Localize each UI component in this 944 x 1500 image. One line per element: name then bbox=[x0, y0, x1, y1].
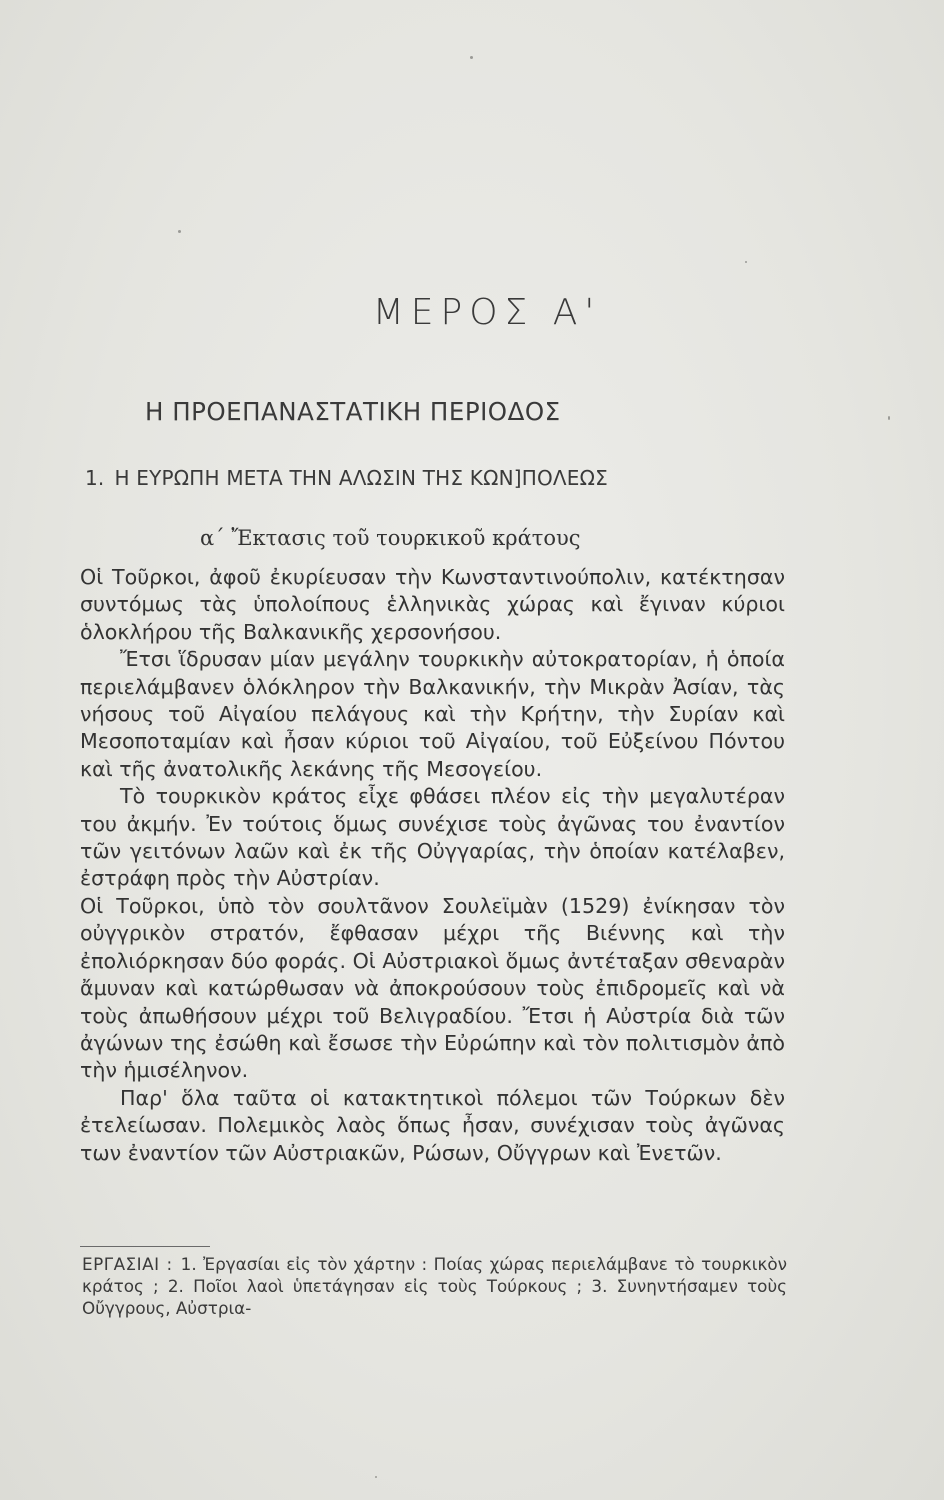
paragraph: Οἱ Τοῦρκοι, ἀφοῦ ἐκυρίευσαν τὴν Κωνσταντινούπολιν, κατέκτησαν συντόμως τὰς ὑπολοίπους ἑλληνικὰς χώρας καὶ ἔγιναν κύριοι ὁλοκλήρου τῆς Βαλκανικῆς χερσονήσου. bbox=[80, 565, 785, 644]
part-title: ΜΕΡΟΣ Α' bbox=[372, 292, 602, 333]
paper-speck bbox=[178, 230, 181, 233]
section-title: α΄ Ἔκτασις τοῦ τουρκικοῦ κράτους bbox=[200, 526, 581, 550]
paragraph: Τὸ τουρκικὸν κράτος εἶχε φθάσει πλέον εἰς τὴν μεγαλυτέραν του ἀκμήν. Ἐν τούτοις ὅμως συνέχισε τοὺς ἀγῶνας του ἐναντίον τῶν γειτόνων λαῶν καὶ ἐκ τῆς Οὐγγαρίας, τὴν ὁποίαν κατέλαβεν, ἐστράφη πρὸς τὴν Αὐστρίαν. bbox=[80, 784, 785, 891]
footnote bbox=[82, 1253, 787, 1319]
paper-speck bbox=[888, 416, 890, 420]
chapter-number: 1. bbox=[85, 466, 105, 490]
paper-speck bbox=[375, 1476, 377, 1478]
chapter-heading bbox=[85, 466, 608, 490]
paper-speck bbox=[745, 261, 747, 263]
paragraph: Παρ' ὅλα ταῦτα οἱ κατακτητικοὶ πόλεμοι τῶν Τούρκων δὲν ἐτελείωσαν. Πολεμικὸς λαὸς ὅπως ἦσαν, συνέχισαν τοὺς ἀγῶνας των ἐναντίον τῶν Αὐστριακῶν, Ρώσων, Οὔγγρων καὶ Ἐνετῶν. bbox=[80, 1085, 785, 1165]
body-text bbox=[80, 564, 785, 1167]
footnote-text: 1. Ἐργασίαι εἰς τὸν χάρτην : Ποίας χώρας περιελάμβανε τὸ τουρκικὸν κράτος ; 2. Ποῖοι λαοὶ ὑπετάγησαν εἰς τοὺς Τούρκους ; 3. Συνηντήσαμεν τοὺς Οὔγγρους, Αὐστρια- bbox=[82, 1254, 787, 1318]
paragraph: Οἱ Τοῦρκοι, ὑπὸ τὸν σουλτᾶνον Σουλεϊμὰν (1529) ἐνίκησαν τὸν οὐγγρικὸν στρατόν, ἔφθασαν μέχρι τῆς Βιέννης καὶ τὴν ἐπολιόρκησαν δύο φοράς. Οἱ Αὐστριακοὶ ὅμως ἀντέταξαν σθεναρὰν ἄμυναν καὶ κατώρθωσαν νὰ ἀποκρούσουν τοὺς ἐπιδρομεῖς καὶ νὰ τοὺς ἀπωθήσουν μέχρι τοῦ Βελιγραδίου. Ἔτσι ἡ Αὐστρία διὰ τῶν ἀγώνων της ἐσώθη καὶ ἔσωσε τὴν Εὐρώπην καὶ τὸν πολιτισμὸν ἀπὸ τὴν ἡμισέληνον. bbox=[80, 893, 785, 1083]
paragraph: Ἔτσι ἵδρυσαν μίαν μεγάλην τουρκικὴν αὐτοκρατορίαν, ἡ ὁποία περιελάμβανεν ὁλόκληρον τὴν Βαλκανικήν, τὴν Μικρὰν Ἀσίαν, τὰς νήσους τοῦ Αἰγαίου πελάγους καὶ τὴν Κρήτην, τὴν Συρίαν καὶ Μεσοποταμίαν καὶ ἦσαν κύριοι τοῦ Αἰγαίου, τοῦ Εὐξείνου Πόντου καὶ τῆς ἀνατολικῆς λεκάνης τῆς Μεσογείου. bbox=[80, 647, 785, 781]
chapter-title: Η ΕΥΡΩΠΗ ΜΕΤΑ ΤΗΝ ΑΛΩΣΙΝ ΤΗΣ ΚΩΝ]ΠΟΛΕΩΣ bbox=[114, 466, 608, 490]
period-title: Η ΠΡΟΕΠΑΝΑΣΤΑΤΙΚΗ ΠΕΡΙΟΔΟΣ bbox=[145, 397, 561, 426]
footnote-divider bbox=[80, 1246, 210, 1247]
paper-speck bbox=[470, 56, 473, 59]
footnote-label: ΕΡΓΑΣΙΑΙ : bbox=[82, 1254, 173, 1274]
